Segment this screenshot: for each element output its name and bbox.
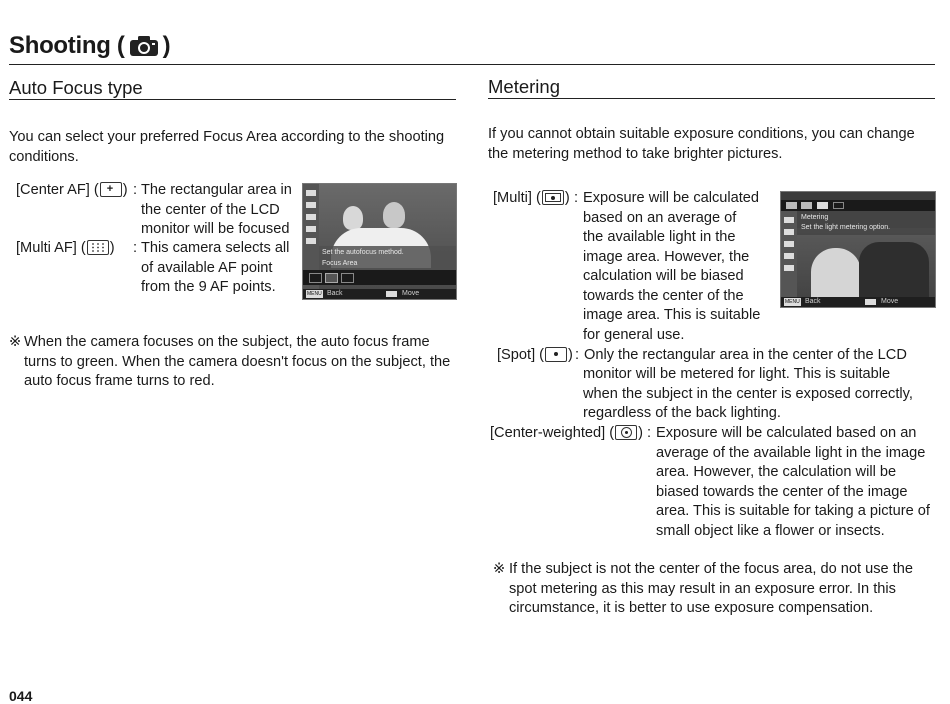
- text-line: the metering method to take brighter pictures.: [488, 145, 783, 162]
- center-af-label: [Center AF] ( + ): [16, 182, 128, 198]
- text-line: small object like a flower or insects.: [656, 522, 885, 539]
- text-line: Exposure will be calculated: [583, 190, 760, 206]
- text-line: towards the center of the: [583, 287, 744, 304]
- person-right: [859, 242, 929, 298]
- text-line: image area. However, the: [583, 248, 750, 265]
- focus-area-screenshot: [302, 183, 457, 300]
- text-line: the center of the LCD: [141, 201, 280, 218]
- text-line: conditions.: [9, 148, 79, 165]
- spot-metering-description-first: Only the rectangular area in the center of the LCD: [584, 347, 907, 363]
- screen-item: Focus Area: [322, 260, 358, 267]
- person-left: [343, 206, 363, 230]
- text-line: regardless of the back lighting.: [583, 405, 781, 421]
- menu-key: MENU: [785, 299, 800, 305]
- text-line: When the camera focuses on the subject, the auto focus frame: [24, 334, 430, 350]
- camera-icon: [129, 35, 159, 57]
- option-strip: [303, 270, 456, 285]
- screen-item: Metering: [801, 214, 829, 221]
- menu-side-icons: [781, 211, 797, 297]
- multi-metering-description: [583, 189, 760, 345]
- text-line: circumstance, it is better to use exposure compensation.: [509, 600, 874, 616]
- text-line: area. However, the calculation will be: [656, 464, 897, 480]
- section-rule-right: [488, 98, 935, 99]
- text-line: monitor will be metered for light. This is suitable: [583, 366, 891, 382]
- screen-hint: Set the light metering option.: [801, 224, 891, 231]
- autofocus-intro: [9, 128, 444, 167]
- section-heading-metering: Metering: [488, 76, 560, 97]
- text-line: when the subject in the center is exposed correctly,: [583, 385, 913, 402]
- spot-metering-icon: [545, 347, 567, 362]
- multi-af-icon: [87, 240, 109, 255]
- text-line: of available AF point: [141, 259, 273, 276]
- multi-af-description: [141, 239, 289, 298]
- text-line: based on an average of: [583, 209, 737, 226]
- text-line: spot metering as this may result in an exposure error. In this: [509, 580, 896, 597]
- text-line: from the 9 AF points.: [141, 279, 276, 295]
- text-line: for general use.: [583, 326, 685, 343]
- center-weighted-label: [Center-weighted] ( ): [490, 425, 643, 441]
- text-line: area. This is suitable for taking a picture of: [656, 503, 930, 519]
- text-line: monitor will be focused: [141, 221, 290, 237]
- text-line: Exposure will be calculated based on an: [656, 425, 917, 441]
- center-weighted-description: [656, 424, 930, 541]
- move-label: Move: [402, 290, 420, 297]
- center-af-colon: :: [133, 182, 138, 198]
- note-mark-left: ※: [9, 334, 22, 350]
- metering-intro: [488, 125, 915, 164]
- center-weighted-colon: :: [647, 425, 652, 441]
- back-label: Back: [805, 298, 821, 305]
- multi-metering-label: [Multi] ( ): [493, 190, 570, 206]
- note-mark-right: ※: [493, 561, 506, 577]
- text-line: If you cannot obtain suitable exposure conditions, you can change: [488, 126, 915, 142]
- spot-metering-label: [Spot] ( ): [497, 347, 573, 363]
- text-line: turns to green. When the camera doesn't focus on the subject, the: [24, 353, 451, 370]
- dpad-icon: [865, 299, 876, 305]
- metering-note: [509, 560, 913, 619]
- text-line: image area. This is suitable: [583, 307, 761, 323]
- multi-af-colon: :: [133, 240, 138, 256]
- text-line: auto focus frame turns to red.: [24, 373, 215, 389]
- text-line: The rectangular area in: [141, 182, 292, 198]
- text-line: If the subject is not the center of the focus area, do not use the: [509, 561, 914, 577]
- move-label: Move: [881, 298, 899, 305]
- text-line: average of the available light in the image: [656, 444, 926, 461]
- page-number: 044: [9, 688, 33, 704]
- screen-hint: Set the autofocus method.: [322, 249, 404, 256]
- spot-metering-colon: :: [575, 347, 580, 363]
- multi-metering-icon: [542, 190, 564, 205]
- text-line: This camera selects all: [141, 240, 290, 256]
- section-heading-autofocus: Auto Focus type: [9, 77, 143, 98]
- text-line: calculation will be biased: [583, 268, 744, 284]
- center-af-icon: +: [100, 182, 122, 197]
- option-strip: [781, 200, 935, 211]
- section-rule-left: [9, 99, 456, 100]
- person-left: [811, 248, 861, 298]
- page-title-prefix: Shooting (: [9, 32, 125, 59]
- center-weighted-icon: [615, 425, 637, 440]
- spot-metering-description: [583, 365, 913, 424]
- back-label: Back: [327, 290, 343, 297]
- center-af-description: [141, 181, 292, 240]
- text-line: the available light in the: [583, 229, 736, 245]
- multi-metering-colon: :: [574, 190, 579, 206]
- metering-screenshot: [780, 191, 936, 308]
- page-title: [9, 32, 170, 60]
- menu-key: MENU: [307, 291, 322, 297]
- multi-af-label: [Multi AF] ( ): [16, 240, 115, 256]
- dpad-icon: [386, 291, 397, 297]
- title-rule: [9, 64, 935, 65]
- text-line: biased towards the center of the image: [656, 483, 908, 500]
- screen-bottom-bar: [781, 297, 935, 307]
- screen-bottom-bar: [303, 289, 456, 299]
- page-title-suffix: ): [162, 32, 171, 59]
- text-line: You can select your preferred Focus Area according to the shooting: [9, 129, 445, 145]
- person-right: [383, 202, 405, 228]
- autofocus-note: [24, 333, 450, 392]
